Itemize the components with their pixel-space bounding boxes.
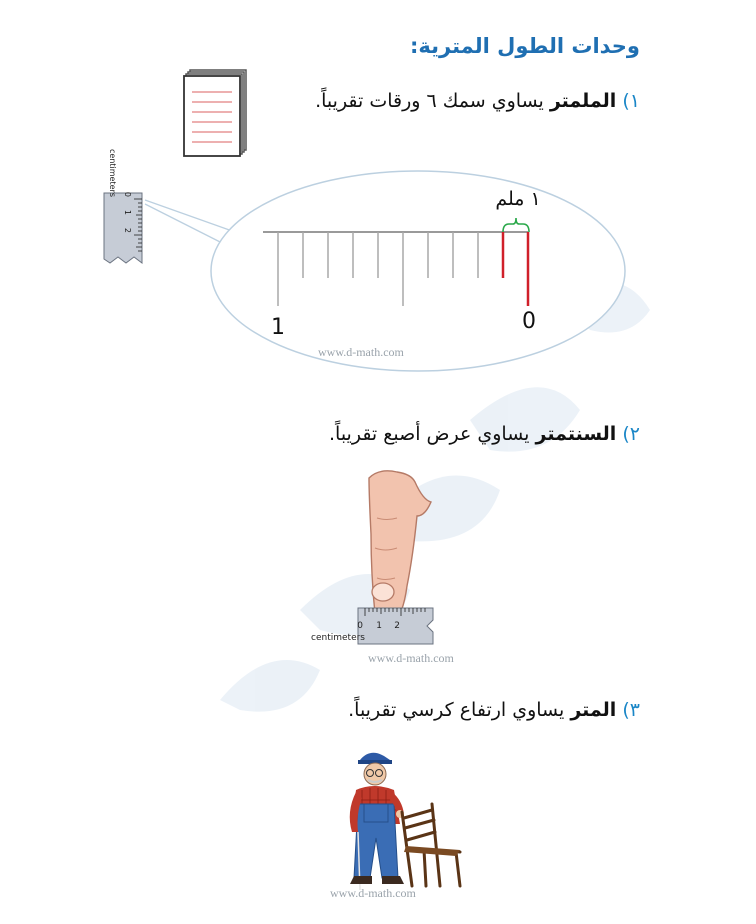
paper-stack-icon: [182, 70, 250, 160]
item-description: يساوي سمك ٦ ورقات تقريباً.: [315, 90, 550, 112]
item-number: ١): [622, 90, 640, 112]
item-number: ٢): [622, 423, 640, 445]
ruler-digit: 1: [123, 209, 132, 215]
site-watermark: www.d-math.com: [318, 345, 404, 359]
ruler-digit: 2: [123, 227, 132, 233]
ruler-unit-text: centimeters: [311, 633, 365, 643]
page-title: وحدات الطول المترية:: [410, 34, 640, 58]
tick-label-0: 0: [522, 309, 536, 334]
item-meter: [348, 699, 640, 721]
site-watermark: www.d-math.com: [368, 651, 454, 665]
item-description: يساوي عرض أصبع تقريباً.: [328, 423, 536, 445]
item-number: ٣): [622, 699, 640, 721]
finger-ruler-illustration: [311, 468, 445, 653]
ruler-digit: 1: [376, 621, 382, 631]
man-chair-illustration: [328, 748, 468, 898]
unit-name: المتر: [570, 699, 617, 721]
item-millimeter: [315, 90, 640, 112]
unit-name: الملمتر: [549, 90, 617, 112]
ruler-digit: 0: [123, 191, 132, 197]
tick-label-1: 1: [271, 315, 285, 340]
site-watermark: www.d-math.com: [330, 886, 416, 900]
item-centimeter: [329, 423, 640, 445]
ruler-digit: 2: [394, 621, 400, 631]
ruler-unit-text: centimeters: [108, 149, 117, 197]
ruler-digit: 0: [357, 621, 363, 631]
unit-name: السنتمتر: [535, 423, 617, 445]
millimeter-label: ١ ملم: [495, 188, 541, 210]
item-description: يساوي ارتفاع كرسي تقريباً.: [348, 699, 571, 721]
